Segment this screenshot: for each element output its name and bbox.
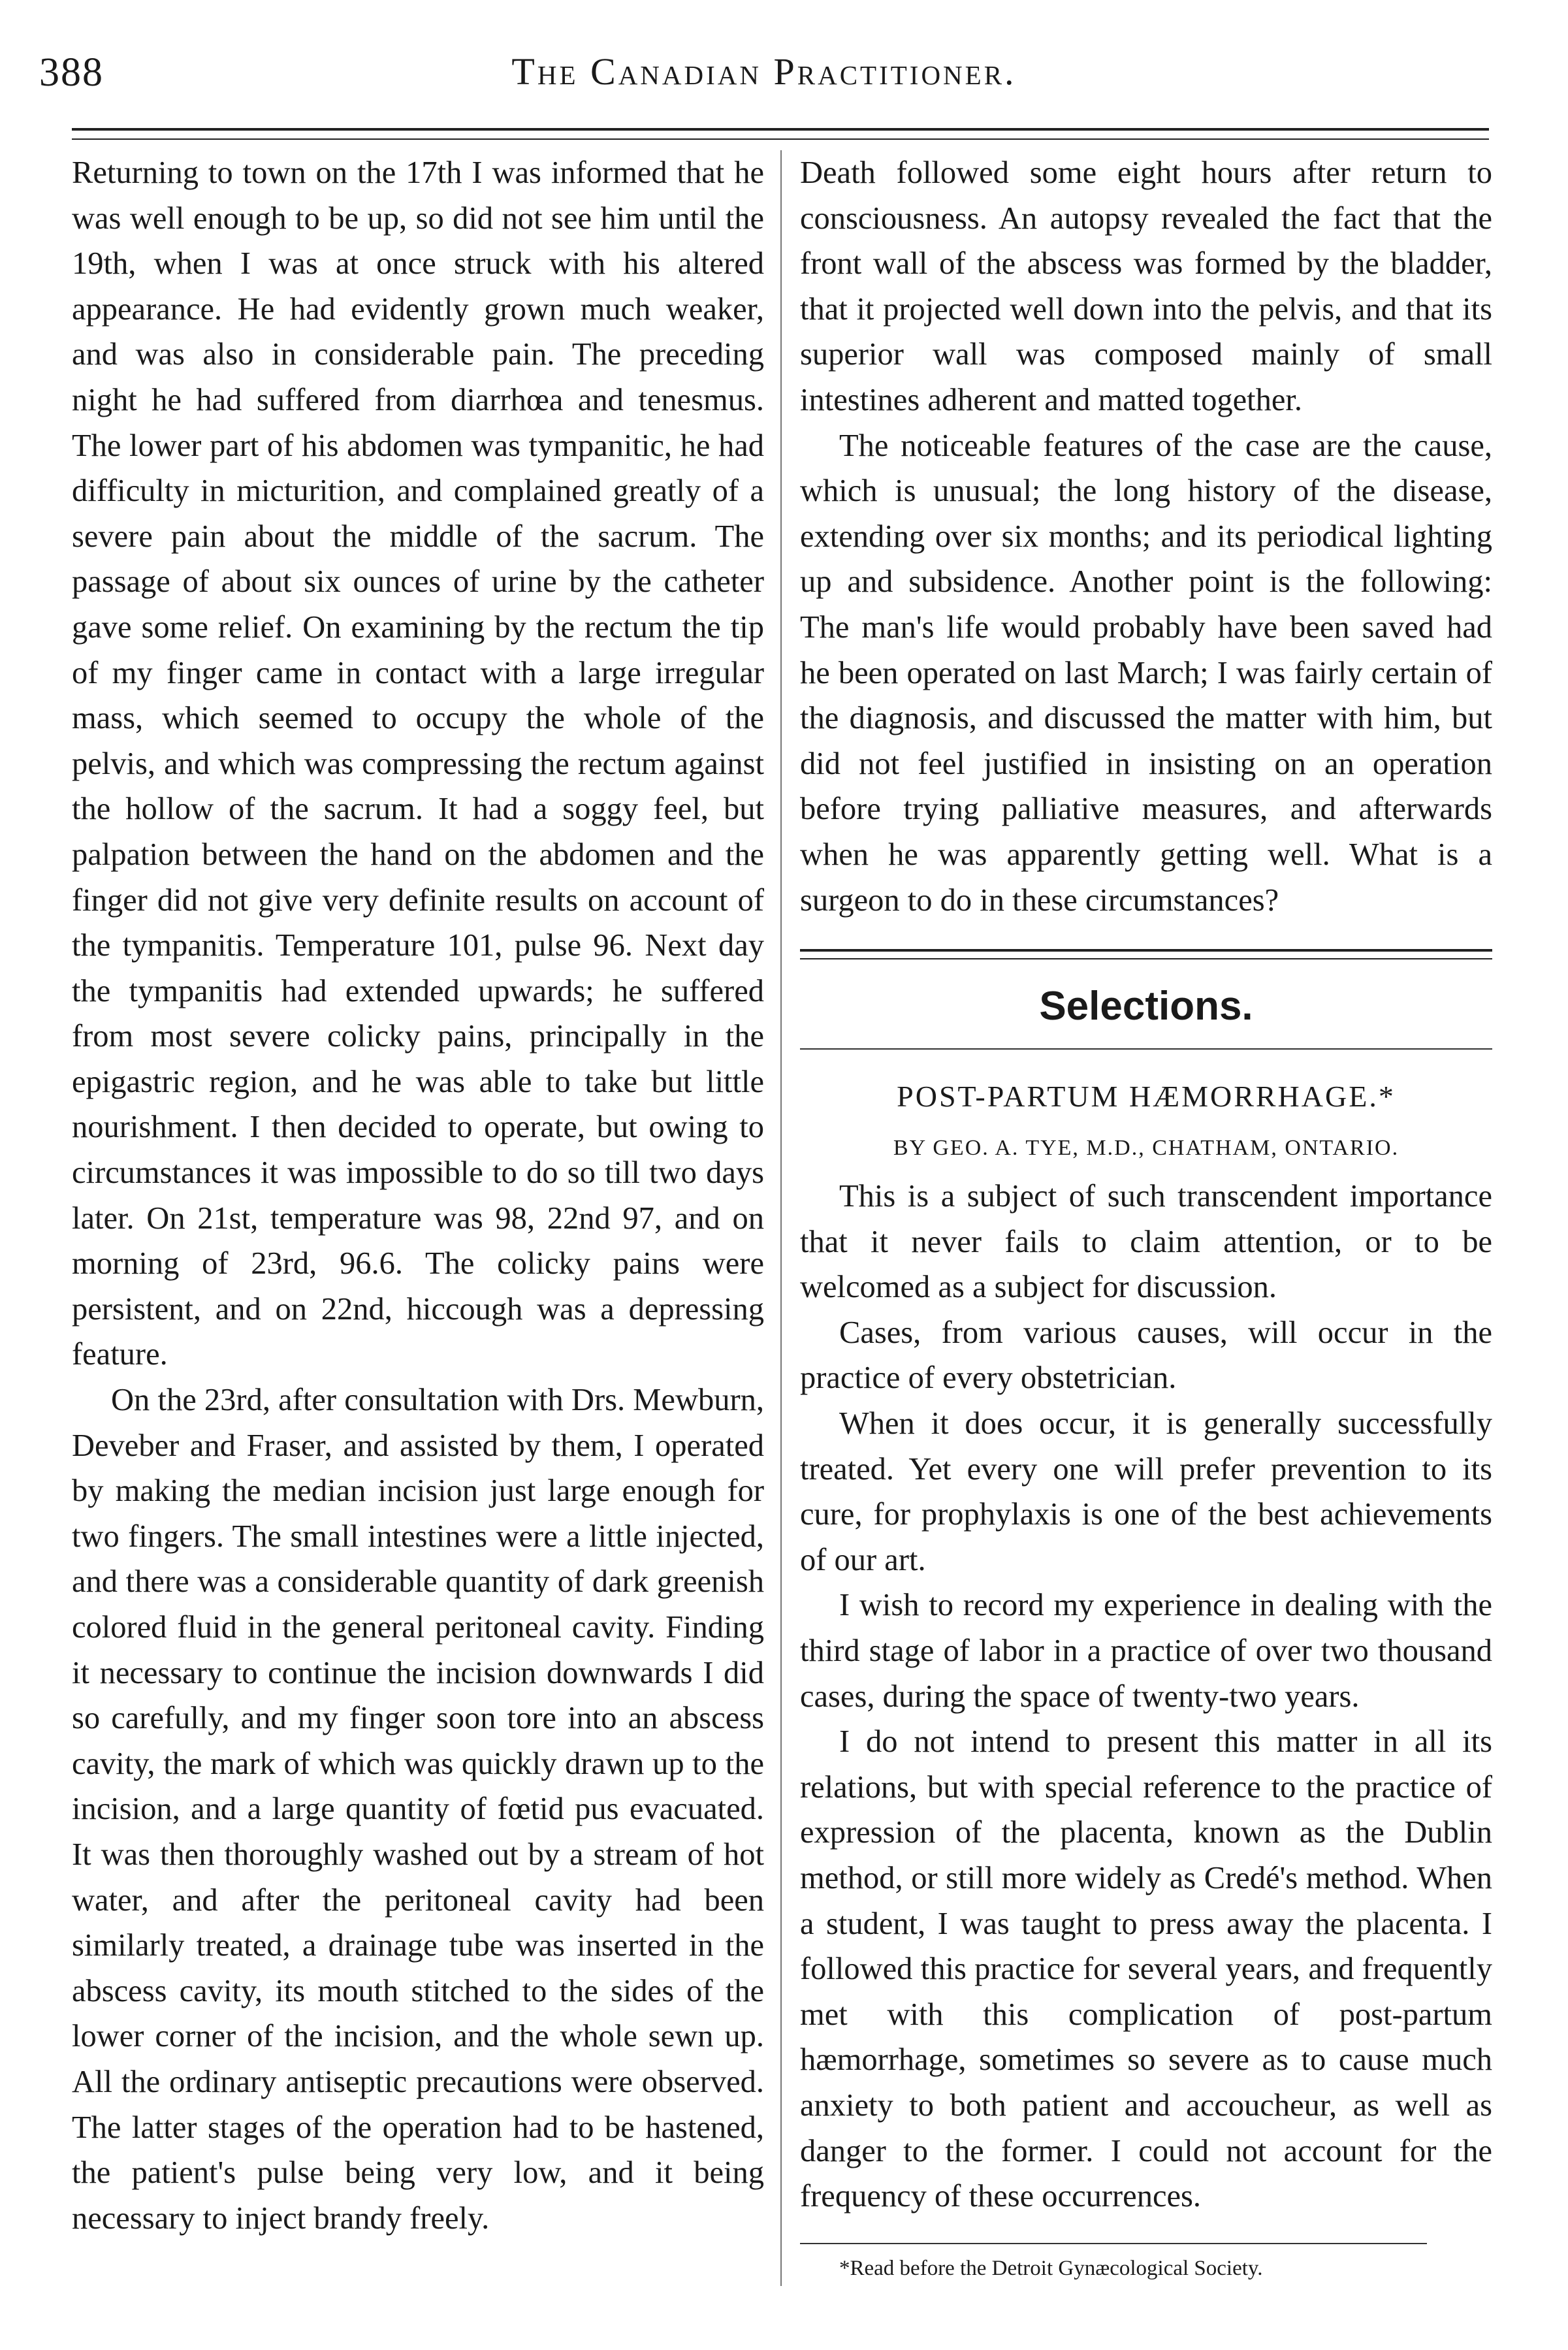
section-title: Selections. — [1039, 984, 1253, 1029]
paragraph: The noticeable features of the case are the cause, which is unusual; the long history of the disease, extending over six months; and its periodical lighting up and subsidence. Another point is the following: The man's life would probably have been saved had he been operated on last March; I was fairly certain of the diagnosis, and discussed the matter with him, but did not feel justified in insisting on an operation before trying palliative measures, and afterwards when he was apparently getting well. What is a surgeon to do in these circumstances? — [800, 428, 1492, 918]
paragraph: Cases, from various causes, will occur in the practice of every obstetrician. — [800, 1315, 1492, 1396]
page-header — [39, 50, 1489, 108]
paragraph: Death followed some eight hours after return to consciousness. An autopsy revealed the fact that the front wall of the abscess was formed by the bladder, that it projected well down into the pelvis, and that its superior wall was composed mainly of small intestines adherent and matted together. — [800, 155, 1492, 417]
footnote-rule — [800, 2243, 1427, 2244]
column-divider — [780, 150, 782, 2286]
right-column — [800, 150, 1492, 2283]
footnote: *Read before the Detroit Gynæcological Society. — [839, 2256, 1263, 2280]
paragraph: On the 23rd, after consultation with Drs. Mewburn, Deveber and Fraser, and assisted by them, I operated by making the median incision just large enough for two fingers. The small intestines were a little injected, and there was a considerable quantity of dark greenish colored fluid in the general peritoneal cavity. Finding it necessary to continue the incision downwards I did so carefully, and my finger soon tore into an abscess cavity, the mark of which was quickly drawn up to the incision, and a large quantity of fœtid pus evacuated. It was then thoroughly washed out by a stream of hot water, and after the peritoneal cavity had been similarly treated, a drainage tube was inserted in the abscess cavity, its mouth stitched to the sides of the lower corner of the incision, and the whole sewn up. All the ordinary antiseptic precautions were observed. The latter stages of the operation had to be hastened, the patient's pulse being very low, and it being necessary to inject brandy freely. — [72, 1383, 764, 2236]
paragraph: I wish to record my experience in dealing with the third stage of labor in a practice of over two thousand cases, during the space of twenty-two years. — [800, 1588, 1492, 1714]
page-number: 388 — [39, 50, 104, 95]
article-title: POST-PARTUM HÆMORRHAGE.* — [897, 1080, 1396, 1114]
byline: BY GEO. A. TYE, M.D., CHATHAM, ONTARIO. — [893, 1136, 1400, 1161]
running-title: The Canadian Practitioner. — [511, 50, 1017, 93]
paragraph: When it does occur, it is generally successfully treated. Yet every one will prefer prevention to its cure, for prophylaxis is one of the best achievements of our art. — [800, 1406, 1492, 1577]
section-underline — [800, 1048, 1492, 1050]
left-column — [72, 150, 764, 2241]
paragraph: I do not intend to present this matter in all its relations, but with special reference to the practice of expression of the placenta, known as the Dublin method, or still more widely as Credé's method. When a student, I was taught to press away the placenta. I followed this practice for several years, and frequently met with this complication of post-partum hæmorrhage, sometimes so severe as to cause much anxiety to both patient and accoucheur, as well as danger to the former. I could not account for the frequency of these occurrences. — [800, 1724, 1492, 2214]
paragraph: Returning to town on the 17th I was informed that he was well enough to be up, so did not see him until the 19th, when I was at once struck with his altered appearance. He had evidently grown much weaker, and was also in considerable pain. The preceding night he had suffered from diarrhœa and tenesmus. The lower part of his abdomen was tympanitic, he had difficulty in micturition, and complained greatly of a severe pain about the middle of the sacrum. The passage of about six ounces of urine by the catheter gave some relief. On examining by the rectum the tip of my finger came in contact with a large irregular mass, which seemed to occupy the whole of the pelvis, and which was compressing the rectum against the hollow of the sacrum. It had a soggy feel, but palpation between the hand on the abdomen and the finger did not give very definite results on account of the tympanitis. Temperature 101, pulse 96. Next day the tympanitis had extended upwards; he suffered from most severe colicky pains, principally in the epigastric region, and he was able to take but little nourishment. I then decided to operate, but owing to circumstances it was impossible to do so till two days later. On 21st, temperature was 98, 22nd 97, and on morning of 23rd, 96.6. The colicky pains were persistent, and on 22nd, hiccough was a depressing feature. — [72, 155, 764, 1372]
section-rule — [800, 949, 1492, 959]
header-rule — [72, 128, 1489, 140]
paragraph: This is a subject of such transcendent importance that it never fails to claim attention, or to be welcomed as a subject for discussion. — [800, 1179, 1492, 1305]
